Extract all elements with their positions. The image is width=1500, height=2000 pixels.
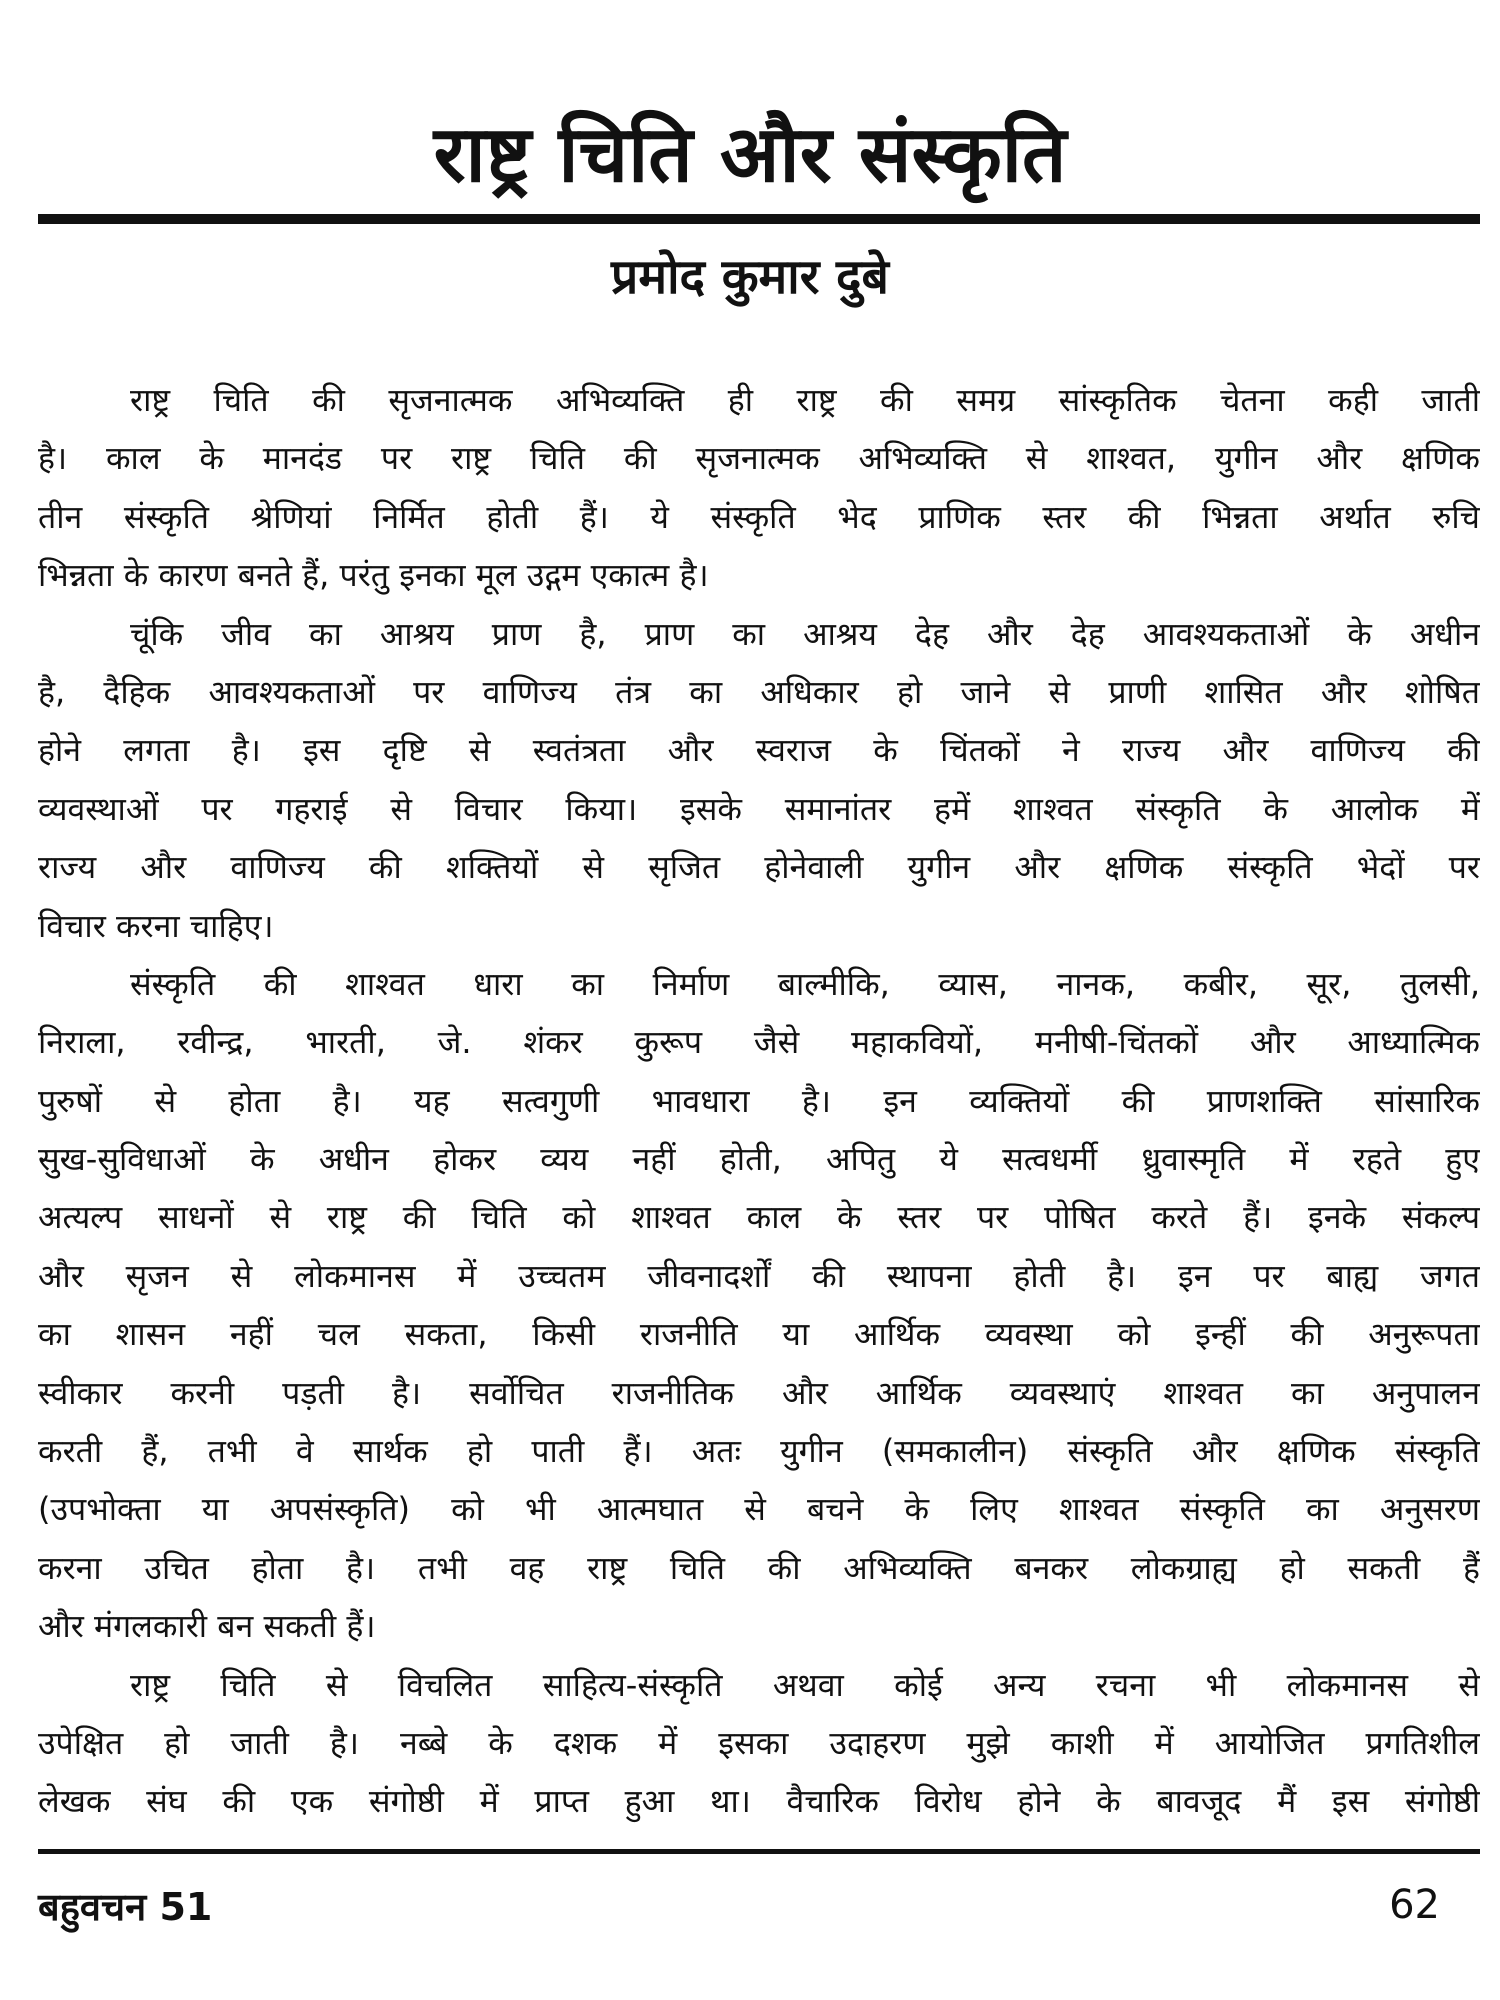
author-name: प्रमोद कुमार दुबे (611, 249, 889, 305)
text-line: अत्यल्प साधनों से राष्ट्र की चिति को शाश्वत काल के स्तर पर पोषित करते हैं। इनके संकल्प (38, 1198, 1480, 1237)
text-line: लेखक संघ की एक संगोष्ठी में प्राप्त हुआ था। वैचारिक विरोध होने के बावजूद मैं इस संगोष्ठी (38, 1782, 1480, 1821)
text-line: और सृजन से लोकमानस में उच्चतम जीवनादर्शों की स्थापना होती है। इन पर बाह्य जगत (38, 1256, 1480, 1295)
text-line: और मंगलकारी बन सकती हैं। (38, 1607, 376, 1646)
text-line: तीन संस्कृति श्रेणियां निर्मित होती हैं। ये संस्कृति भेद प्राणिक स्तर की भिन्नता अर्थात रुचि (38, 497, 1480, 536)
text-line: चूंकि जीव का आश्रय प्राण है, प्राण का आश्रय देह और देह आवश्यकताओं के अधीन (130, 614, 1480, 653)
text-line: राष्ट्र चिति से विचलित साहित्य-संस्कृति अथवा कोई अन्य रचना भी लोकमानस से (130, 1665, 1480, 1704)
paragraph (38, 371, 1480, 605)
text-line: होने लगता है। इस दृष्टि से स्वतंत्रता और स्वराज के चिंतकों ने राज्य और वाणिज्य की (38, 731, 1480, 770)
text-line: संस्कृति की शाश्वत धारा का निर्माण बाल्मीकि, व्यास, नानक, कबीर, सूर, तुलसी, (130, 964, 1480, 1003)
text-line: स्वीकार करनी पड़ती है। सर्वोचित राजनीतिक और आर्थिक व्यवस्थाएं शाश्वत का अनुपालन (38, 1373, 1480, 1412)
journal-name: बहुवचन 51 (38, 1885, 213, 1929)
paragraph (38, 1656, 1480, 1831)
text-line: पुरुषों से होता है। यह सत्वगुणी भावधारा है। इन व्यक्तियों की प्राणशक्ति सांसारिक (38, 1081, 1480, 1120)
footer-divider (38, 1849, 1480, 1854)
text-line: सुख-सुविधाओं के अधीन होकर व्यय नहीं होती, अपितु ये सत्वधर्मी ध्रुवास्मृति में रहते हुए (38, 1140, 1480, 1179)
text-line: है। काल के मानदंड पर राष्ट्र चिति की सृजनात्मक अभिव्यक्ति से शाश्वत, युगीन और क्षणिक (38, 439, 1480, 478)
text-line: विचार करना चाहिए। (38, 906, 274, 945)
title-divider (38, 214, 1480, 224)
text-line: है, दैहिक आवश्यकताओं पर वाणिज्य तंत्र का अधिकार हो जाने से प्राणी शासित और शोषित (38, 672, 1480, 711)
text-line: राष्ट्र चिति की सृजनात्मक अभिव्यक्ति ही राष्ट्र की समग्र सांस्कृतिक चेतना कही जाती (130, 381, 1480, 419)
text-line: निराला, रवीन्द्र, भारती, जे. शंकर कुरूप जैसे महाकवियों, मनीषी-चिंतकों और आध्यात्मिक (38, 1023, 1480, 1062)
paragraph (38, 955, 1480, 1656)
page-number: 62 (1389, 1882, 1440, 1928)
text-line: का शासन नहीं चल सकता, किसी राजनीति या आर्थिक व्यवस्था को इन्हीं की अनुरूपता (38, 1315, 1480, 1354)
article-body (38, 371, 1480, 1831)
text-line: उपेक्षित हो जाती है। नब्बे के दशक में इसका उदाहरण मुझे काशी में आयोजित प्रगतिशील (38, 1723, 1480, 1762)
article-title: राष्ट्र चिति और संस्कृति (433, 110, 1067, 200)
text-line: व्यवस्थाओं पर गहराई से विचार किया। इसके समानांतर हमें शाश्वत संस्कृति के आलोक में (38, 789, 1480, 828)
text-line: करना उचित होता है। तभी वह राष्ट्र चिति की अभिव्यक्ति बनकर लोकग्राह्य हो सकती हैं (38, 1548, 1480, 1587)
text-line: करती हैं, तभी वे सार्थक हो पाती हैं। अतः युगीन (समकालीन) संस्कृति और क्षणिक संस्कृति (38, 1432, 1480, 1471)
paragraph (38, 605, 1480, 955)
text-line: राज्य और वाणिज्य की शक्तियों से सृजित होनेवाली युगीन और क्षणिक संस्कृति भेदों पर (38, 848, 1480, 887)
text-line: (उपभोक्ता या अपसंस्कृति) को भी आत्मघात से बचने के लिए शाश्वत संस्कृति का अनुसरण (38, 1490, 1480, 1529)
text-line: भिन्नता के कारण बनते हैं, परंतु इनका मूल उद्गम एकात्म है। (38, 556, 709, 595)
